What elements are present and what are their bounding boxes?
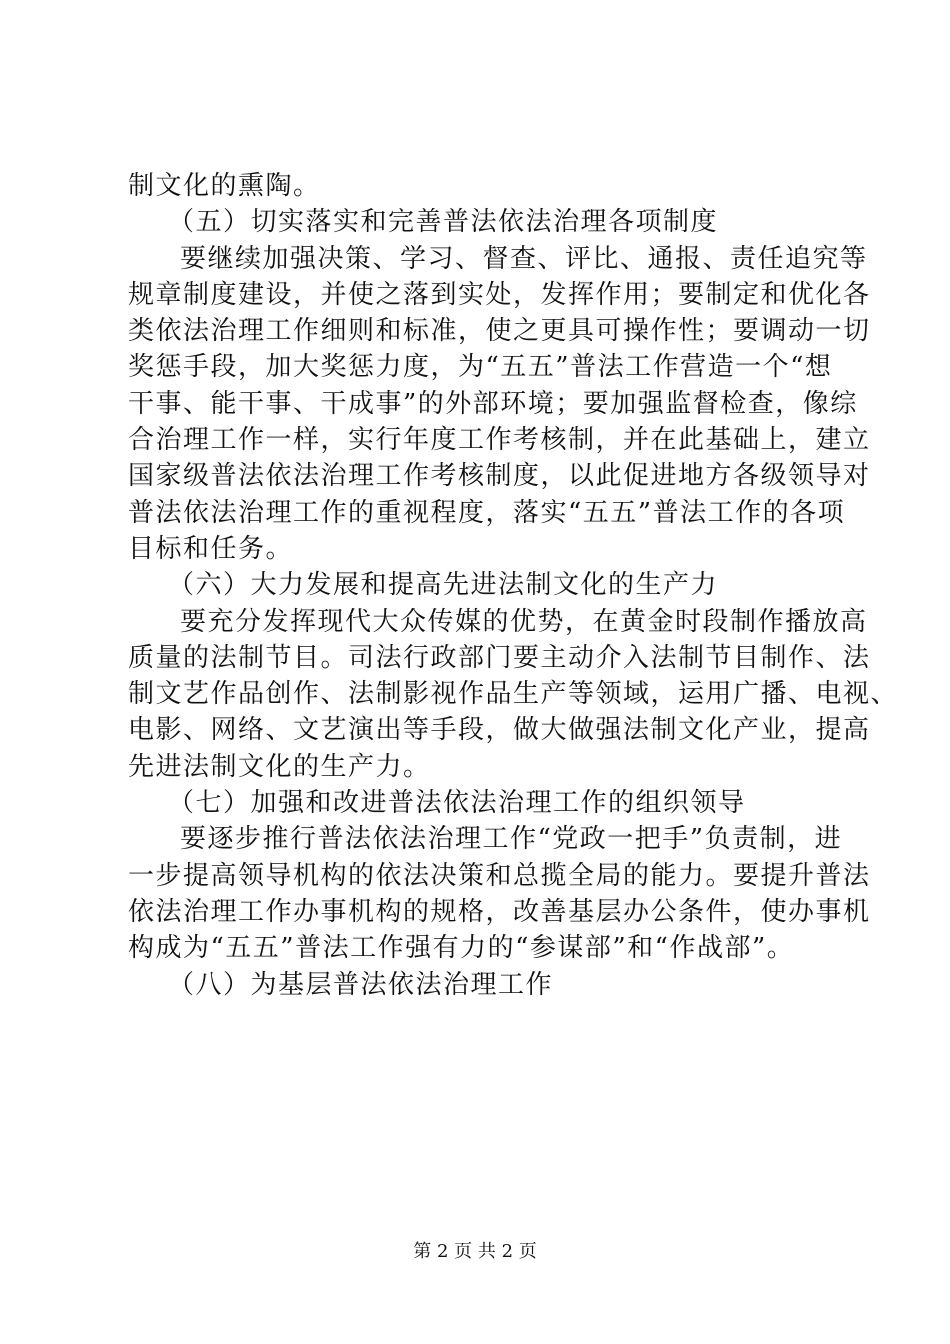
document-body [128, 168, 899, 1003]
paragraph-start: 要逐步推行普法依法治理工作“党政一把手”负责制，进 [180, 824, 843, 855]
text-line: 制文艺作品创作、法制影视作品生产等领域，运用广播、电视、 [128, 679, 899, 710]
text-line: 依法治理工作办事机构的规格，改善基层办公条件，使办事机 [128, 896, 871, 927]
section-heading-8: （八）为基层普法依法治理工作 [168, 969, 554, 1000]
section-heading-5: （五）切实落实和完善普法依法治理各项制度 [168, 207, 719, 238]
text-line: 奖惩手段，加大奖惩力度，为“五五”普法工作营造一个“想 [128, 352, 833, 383]
text-line: 普法依法治理工作的重视程度，落实“五五”普法工作的各项 [128, 497, 846, 528]
text-line: 一步提高领导机构的依法决策和总揽全局的能力。要提升普法 [128, 860, 871, 891]
text-line: 目标和任务。 [128, 533, 294, 564]
paragraph-start: 要充分发挥现代大众传媒的优势，在黄金时段制作播放高 [180, 606, 868, 637]
page-number-footer: 第 2 页 共 2 页 [413, 1241, 537, 1262]
text-line: 制文化的熏陶。 [128, 171, 321, 201]
text-line: 类依法治理工作细则和标准，使之更具可操作性；要调动一切 [128, 316, 871, 347]
text-line: 构成为“五五”普法工作强有力的“参谋部”和“作战部”。 [128, 933, 795, 964]
text-line: 干事、能干事、干成事”的外部环境；要加强监督检查，像综 [128, 388, 858, 419]
text-line: 规章制度建设，并使之落到实处，发挥作用；要制定和优化各 [128, 279, 871, 310]
text-line: 合治理工作一样，实行年度工作考核制，并在此基础上，建立 [128, 425, 871, 456]
text-line: 质量的法制节目。司法行政部门要主动介入法制节目制作、法 [128, 642, 871, 673]
text-line: 国家级普法依法治理工作考核制度，以此促进地方各级领导对 [128, 461, 871, 492]
text-line: 先进法制文化的生产力。 [128, 751, 431, 782]
text-line: 电影、网络、文艺演出等手段，做大做强法制文化产业，提高 [128, 715, 871, 746]
paragraph-start: 要继续加强决策、学习、督查、评比、通报、责任追究等 [180, 243, 868, 274]
section-heading-6: （六）大力发展和提高先进法制文化的生产力 [168, 570, 719, 601]
section-heading-7: （七）加强和改进普法依法治理工作的组织领导 [168, 788, 746, 819]
